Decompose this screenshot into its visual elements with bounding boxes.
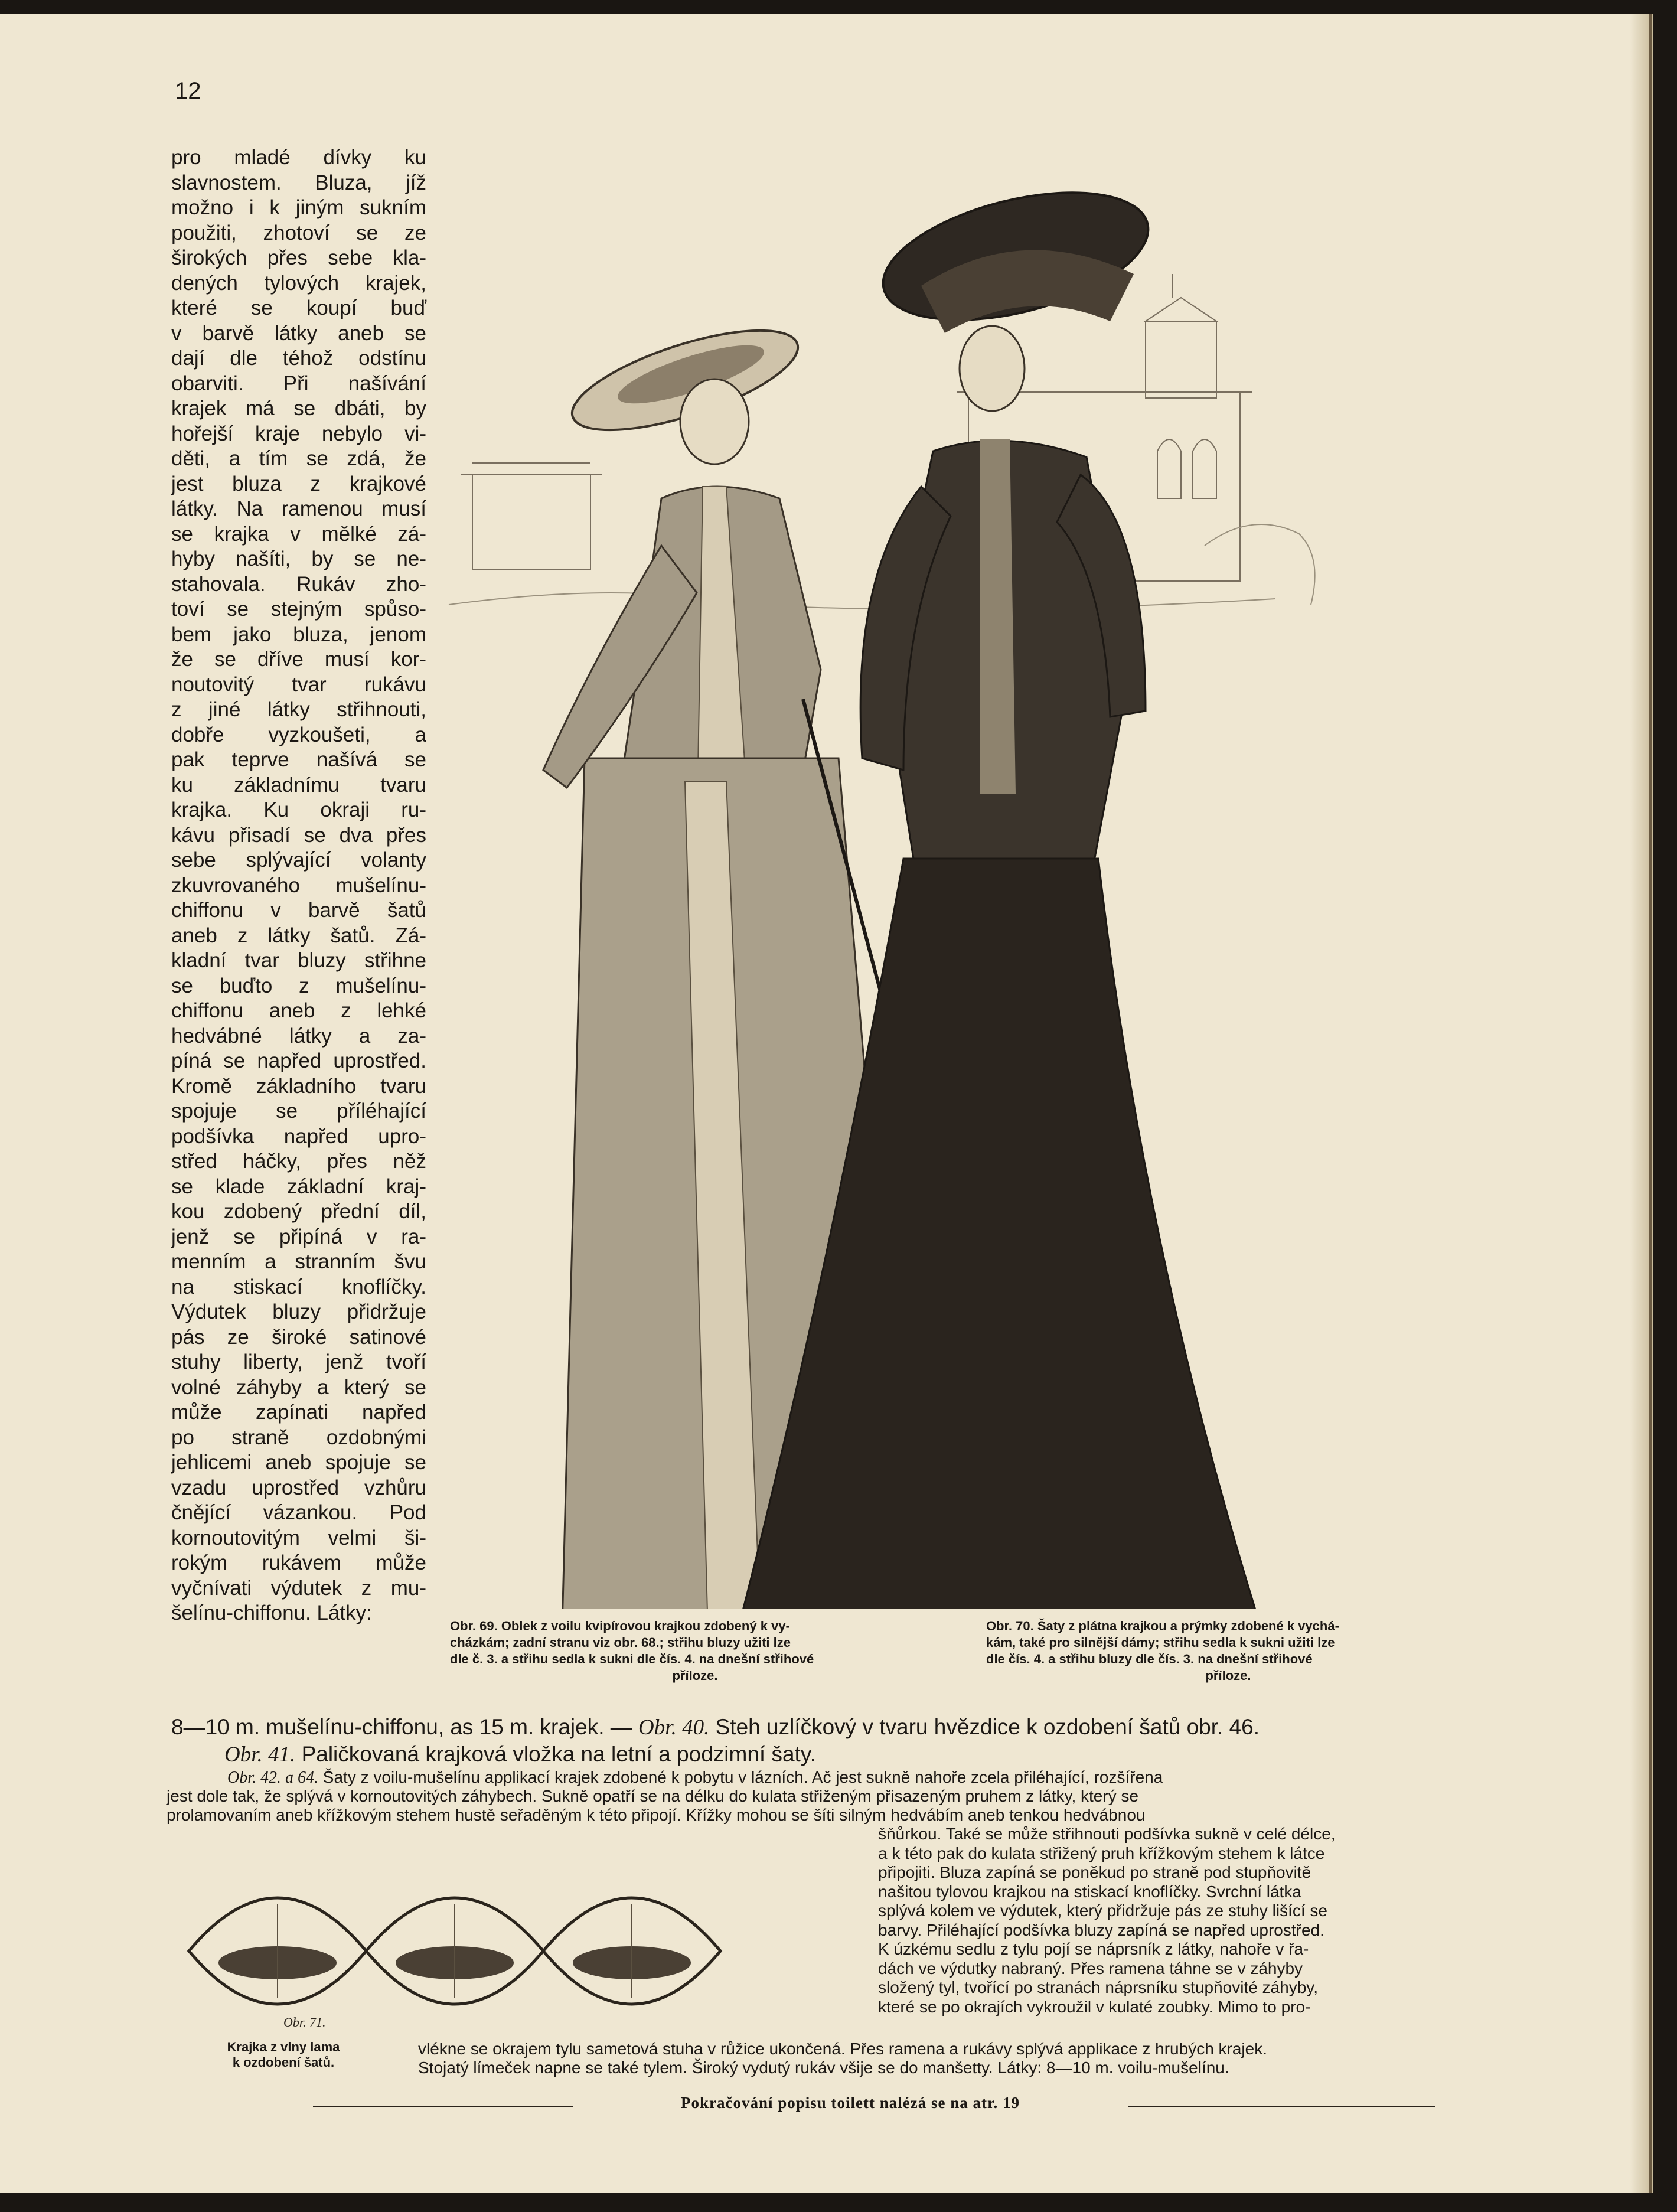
- column-line: dených tylových krajek,: [171, 271, 426, 295]
- paragraph-line: barvy. Přiléhající podšívka bluzy zapíná se napřed uprostřed.: [878, 1920, 1324, 1939]
- column-line: možno i k jiným sukním: [171, 196, 426, 219]
- footer-rule-right: [1128, 2106, 1435, 2107]
- lace-insertion-figure: [177, 1851, 874, 2028]
- figure-ref: Obr. 41.: [224, 1743, 296, 1767]
- column-line: které se koupí buď: [171, 296, 426, 319]
- column-line: podšívka napřed upro-: [171, 1124, 426, 1148]
- column-line: kornoutovitým velmi ši-: [171, 1526, 426, 1549]
- binding-edge: [1649, 14, 1652, 2193]
- caption-line: Obr. 69. Oblek z voilu kvipírovou krajkou zdobený k vy-: [450, 1619, 790, 1633]
- column-line: po straně ozdobnými: [171, 1425, 426, 1449]
- column-line: kou zdobený přední díl,: [171, 1200, 426, 1223]
- column-line: pak teprve našívá se: [171, 748, 426, 771]
- column-line: chiffonu v barvě šatů: [171, 899, 426, 922]
- caption-line: cházkám; zadní stranu viz obr. 68.; střihu bluzy užiti lze: [450, 1635, 791, 1650]
- column-line: hořejší kraje nebylo vi-: [171, 422, 426, 445]
- continuation-note: [313, 2094, 1435, 2118]
- column-line: slavnostem. Bluza, jíž: [171, 171, 426, 194]
- column-line: krajek má se dbáti, by: [171, 397, 426, 420]
- text-span: Steh uzlíčkový v tvaru hvězdice k ozdobení šatů obr. 46.: [715, 1715, 1260, 1739]
- column-line: stuhy liberty, jenž tvoří: [171, 1350, 426, 1373]
- column-line: se buďto z mušelínu-: [171, 974, 426, 997]
- column-line: toví se stejným spůso-: [171, 598, 426, 621]
- caption-line: příloze.: [1205, 1668, 1251, 1683]
- wide-text-line: [171, 1714, 1260, 1741]
- column-line: děti, a tím se zdá, že: [171, 447, 426, 470]
- caption-line: příloze.: [672, 1668, 718, 1683]
- column-line: šelínu-chiffonu. Látky:: [171, 1601, 372, 1624]
- column-line: vzadu uprostřed vzhůru: [171, 1476, 426, 1499]
- column-line: menním a stranním švu: [171, 1250, 426, 1273]
- magazine-page: [0, 14, 1653, 2193]
- column-line: látky. Na ramenou musí: [171, 497, 426, 520]
- column-line: krajka. Ku okraji ru-: [171, 798, 426, 821]
- page-number: 12: [175, 78, 201, 104]
- column-line: vyčnívati výdutek z mu-: [171, 1576, 426, 1600]
- column-line: rokým rukávem může: [171, 1551, 426, 1574]
- paragraph-line: složený tyl, tvořící po stranách náprsníku stupňovité záhyby,: [878, 1978, 1318, 1996]
- text-span: 8—10 m. mušelínu-chiffonu, as 15 m. krajek. —: [171, 1715, 632, 1739]
- column-line: z jiné látky střihnouti,: [171, 698, 426, 721]
- caption-line: kám, také pro silnější dámy; střihu sedla k sukni užiti lze: [986, 1635, 1335, 1650]
- paragraph-line: K úzkému sedlu z tylu pojí se náprsník z látky, nahoře v řa-: [878, 1940, 1309, 1958]
- column-line: volné záhyby a který se: [171, 1375, 426, 1399]
- column-line: sebe splývající volanty: [171, 849, 426, 872]
- column-line: kávu přisadí se dva přes: [171, 823, 426, 847]
- paragraph-line: připojiti. Bluza zapíná se poněkud po straně pod stupňovitě: [878, 1863, 1311, 1881]
- column-line: v barvě látky aneb se: [171, 321, 426, 345]
- paragraph-line: dách ve výdutky nabraný. Přes ramena táhne se v záhyby: [878, 1959, 1303, 1978]
- column-line: hedvábné látky a za-: [171, 1024, 426, 1048]
- column-line: se krajka v mělké zá-: [171, 522, 426, 546]
- paragraph-line: jest dole tak, že splývá v kornoutovitých záhybech. Sukně opatří se na délku do kulata střiženým přisazeným pruhem z látky, který se: [167, 1787, 1139, 1805]
- caption-line: Obr. 70. Šaty z plátna krajkou a prýmky zdobené k vychá-: [986, 1619, 1339, 1633]
- column-line: použiti, zhotoví se ze: [171, 221, 426, 244]
- column-line: se klade základní kraj-: [171, 1174, 426, 1198]
- paragraph-line: a k této pak do kulata střižený pruh křížkovým stehem k látce: [878, 1844, 1325, 1862]
- column-line: kladní tvar bluzy střihne: [171, 949, 426, 972]
- paragraph-line: splývá kolem ve výdutek, který přidržuje pás ze stuhy lišící se: [878, 1901, 1327, 1920]
- fashion-illustration: [437, 132, 1488, 1609]
- column-line: bem jako bluza, jenom: [171, 622, 426, 646]
- column-line: pro mladé dívky ku: [171, 146, 426, 169]
- caption-figure-69: [450, 1618, 940, 1684]
- column-line: jest bluza z krajkové: [171, 472, 426, 495]
- footer-text: Pokračování popisu toilett nalézá se na atr. 19: [680, 2094, 1020, 2112]
- paragraph-line: [227, 1768, 1163, 1788]
- column-line: hyby našíti, by se ne-: [171, 547, 426, 570]
- paragraph-line: našitou tylovou krajkou na stiskací knoflíčky. Svrchní látka: [878, 1882, 1301, 1901]
- column-line: spojuje se příléhající: [171, 1100, 426, 1123]
- column-line: střed háčky, přes něž: [171, 1150, 426, 1173]
- figure-ref: Obr. 40.: [638, 1715, 710, 1740]
- column-line: čnějící vázankou. Pod: [171, 1501, 426, 1524]
- column-line: může zapínati napřed: [171, 1401, 426, 1424]
- column-line: zkuvrovaného mušelínu-: [171, 873, 426, 897]
- column-line: Výdutek bluzy přidržuje: [171, 1300, 426, 1323]
- lace-caption: [195, 2040, 372, 2070]
- paragraph-line: šňůrkou. Také se může střihnouti podšívka sukně v celé délce,: [878, 1825, 1336, 1843]
- column-line: aneb z látky šatů. Zá-: [171, 924, 426, 947]
- left-text-column: [171, 145, 426, 1626]
- column-line: ku základnímu tvaru: [171, 773, 426, 797]
- caption-figure-70: [986, 1618, 1470, 1684]
- paragraph-line: které se po okrajích vykroužil v kulaté zoubky. Mimo to pro-: [878, 1997, 1311, 2016]
- column-line: píná se napřed uprostřed.: [171, 1049, 426, 1072]
- lace-figure-label: Obr. 71.: [283, 2015, 326, 2028]
- column-line: noutovitý tvar rukávu: [171, 673, 426, 696]
- column-line: jehlicemi aneb spojuje se: [171, 1451, 426, 1474]
- column-line: dají dle téhož odstínu: [171, 347, 426, 370]
- column-line: pás ze široké satinové: [171, 1325, 426, 1349]
- caption-line: k ozdobení šatů.: [232, 2055, 335, 2070]
- column-line: obarviti. Při našívání: [171, 371, 426, 395]
- footer-rule-left: [313, 2106, 573, 2107]
- paragraph-line: Stojatý límeček napne se také tylem. Široký vydutý rukáv všije se do manšetty. Látky: 8—10 m. voilu-mušelínu.: [418, 2058, 1229, 2077]
- paragraph-line: prolamovaním aneb křížkovým stehem hustě seřaděným k této připojí. Křížky mohou se šíti silným hedvábím aneb tenkou hedvábnou: [167, 1806, 1146, 1824]
- caption-line: dle č. 3. a střihu sedla k sukni dle čís. 4. na dnešní střihové: [450, 1652, 814, 1666]
- column-line: širokých přes sebe kla-: [171, 246, 426, 269]
- column-line: dobře vyzkoušeti, a: [171, 723, 426, 746]
- wide-text-line: [224, 1741, 816, 1769]
- text-span: Šaty z voilu-mušelínu applikací krajek zdobené k pobytu v lázních. Ač jest sukně nahoře zcela přiléhající, rozšířena: [322, 1768, 1163, 1786]
- column-line: jenž se připíná v ra-: [171, 1225, 426, 1248]
- column-line: chiffonu aneb z lehké: [171, 999, 426, 1022]
- column-line: Kromě základního tvaru: [171, 1074, 426, 1098]
- figure-ref: Obr. 42. a 64.: [227, 1769, 319, 1787]
- column-line: že se dříve musí kor-: [171, 648, 426, 671]
- column-line: stahovala. Rukáv zho-: [171, 572, 426, 596]
- caption-line: dle čís. 4. a střihu bluzy dle čís. 3. na dnešní střihové: [986, 1652, 1313, 1666]
- column-line: na stiskací knoflíčky.: [171, 1275, 426, 1299]
- caption-line: Krajka z vlny lama: [227, 2040, 340, 2054]
- text-span: Paličkovaná krajková vložka na letní a podzimní šaty.: [301, 1742, 816, 1766]
- paragraph-line: vlékne se okrajem tylu sametová stuha v růžice ukončená. Přes ramena a rukávy splývá applikace z hrubých krajek.: [418, 2040, 1268, 2058]
